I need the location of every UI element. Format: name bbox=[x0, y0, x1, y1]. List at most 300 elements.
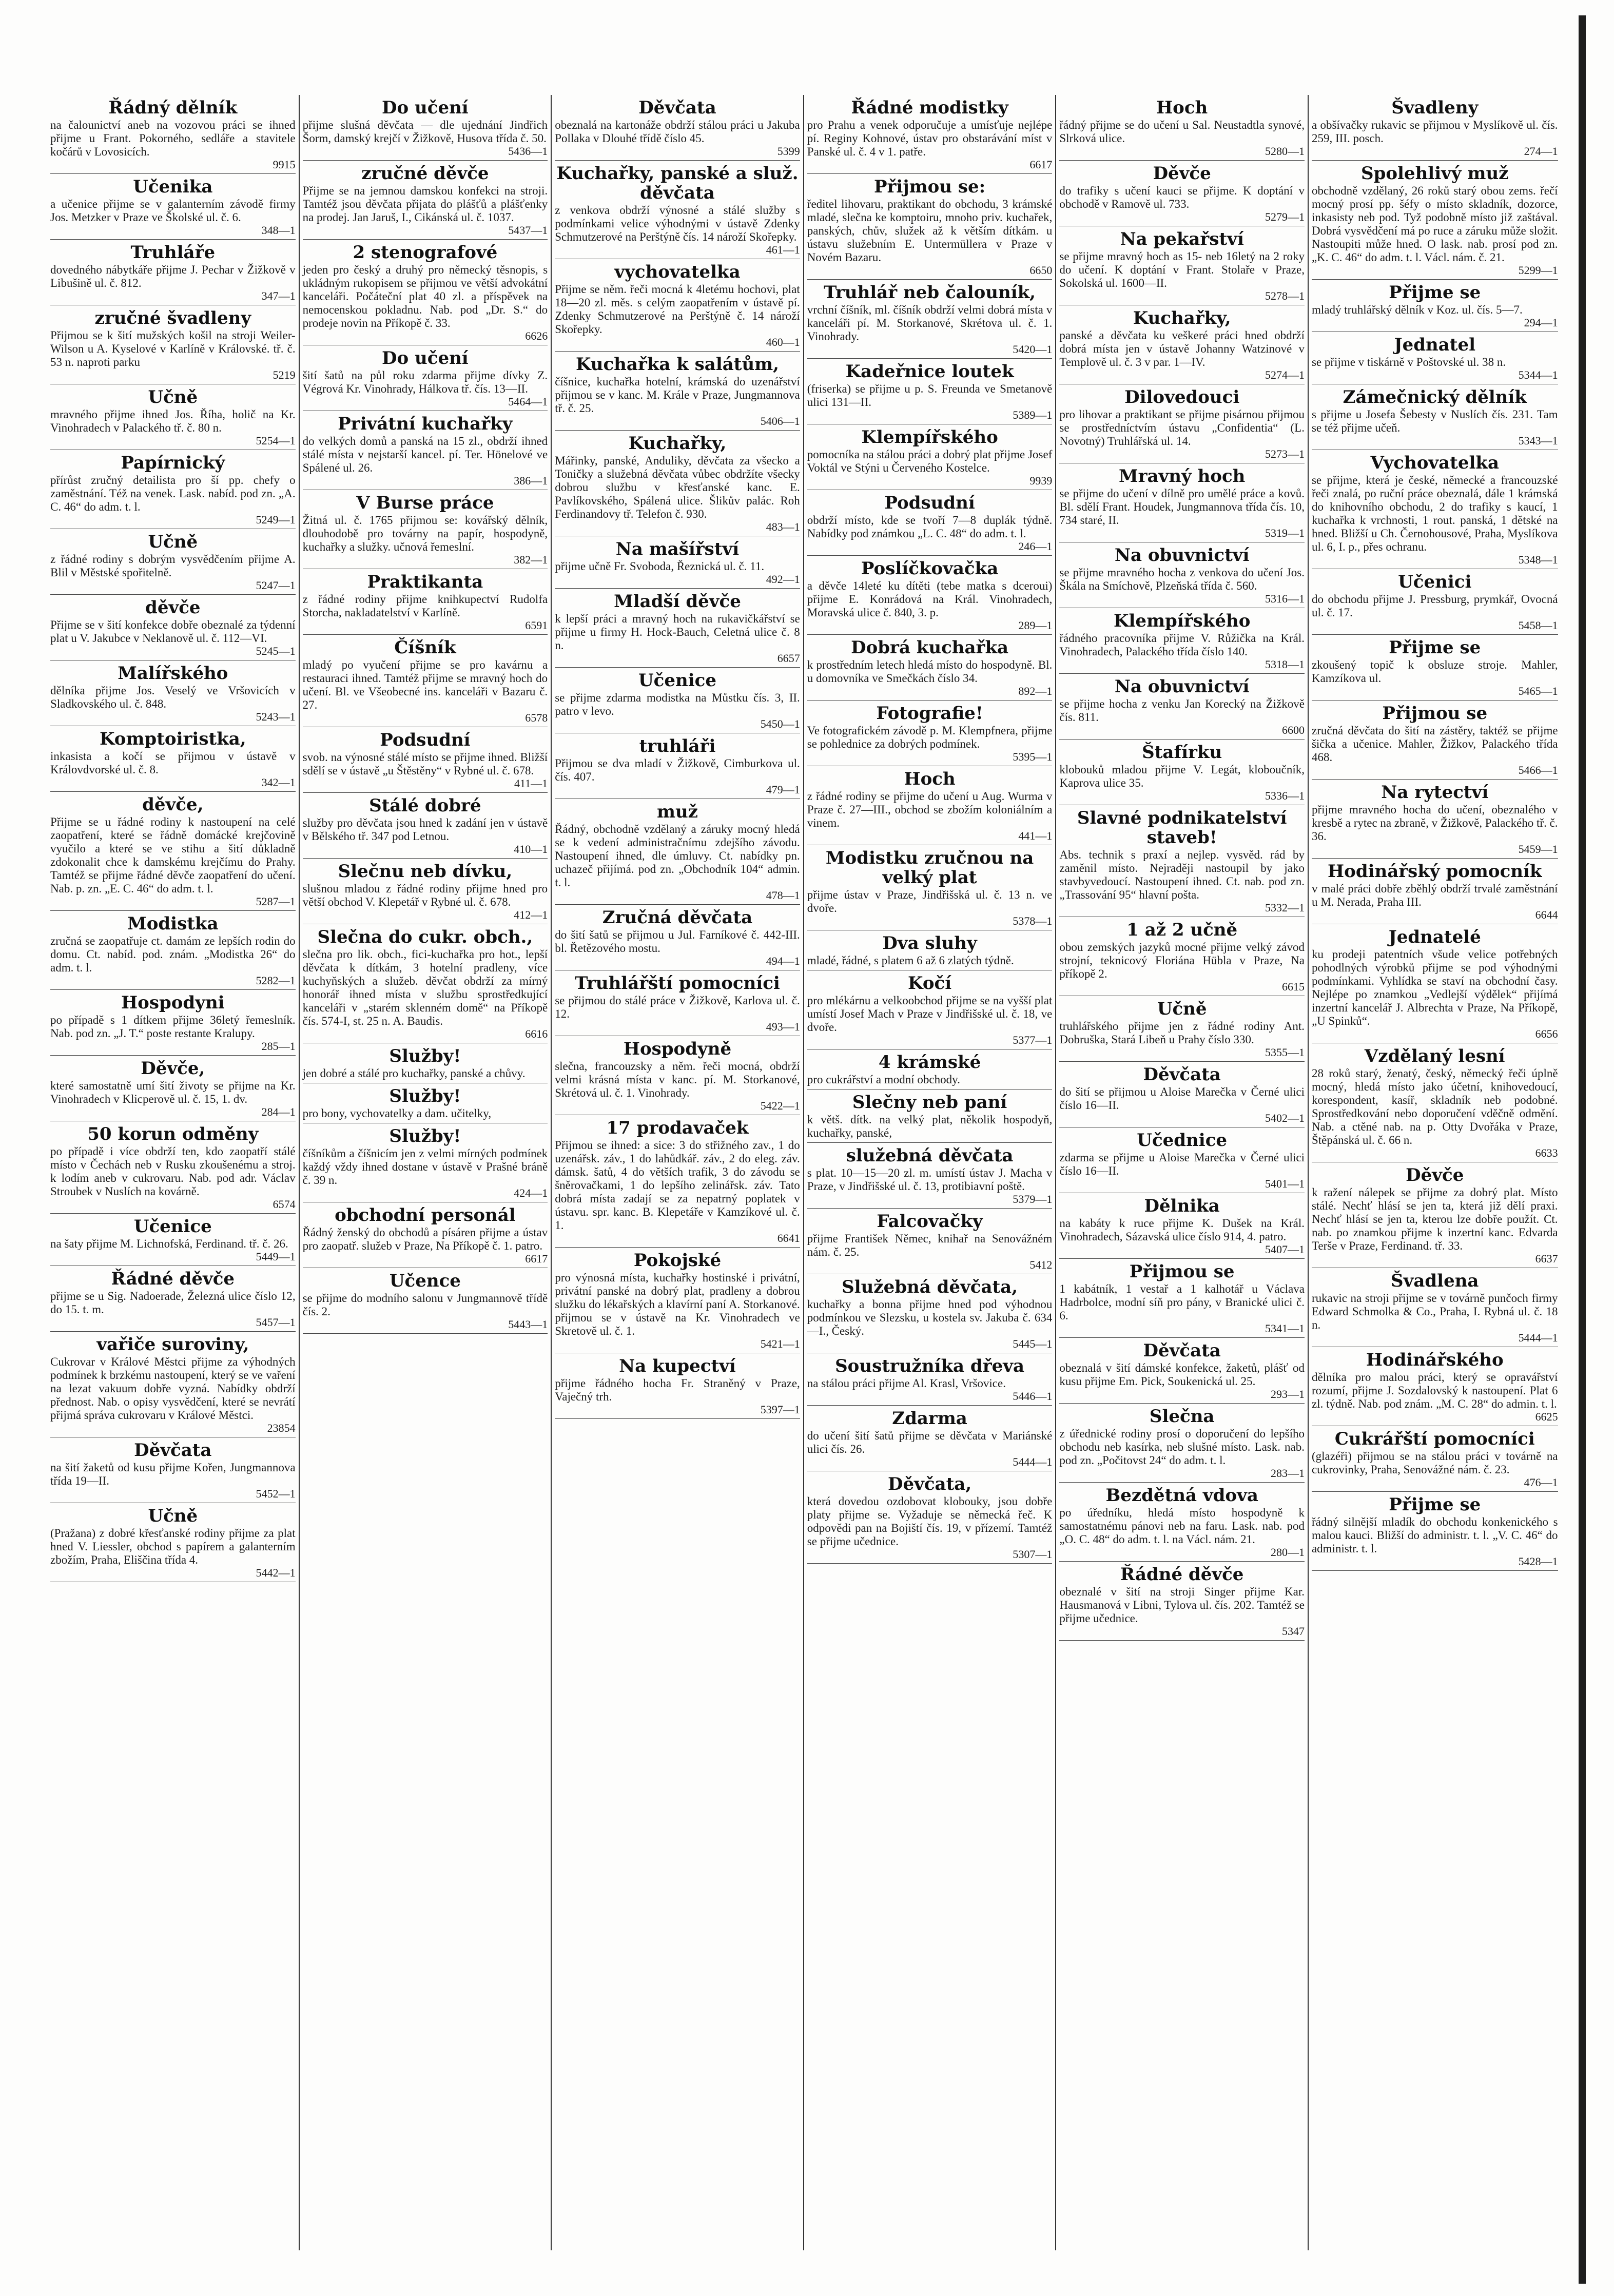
classified-ad bbox=[807, 1274, 1053, 1353]
ad-body: pro mlékárnu a velkoobchod přijme se na vyšší plat umístí Josef Mach v Praze v Jindřišské ul. č. 18, ve dvoře. bbox=[807, 994, 1053, 1034]
classified-ad bbox=[303, 490, 548, 569]
ad-heading: 50 korun odměny bbox=[87, 1124, 259, 1144]
ad-code: 5465—1 bbox=[1518, 685, 1558, 697]
ad-heading: Učenice bbox=[638, 670, 716, 691]
ad-heading: Dobrá kuchařka bbox=[851, 637, 1009, 658]
ad-body: která dovedou ozdobovat klobouky, jsou dobře platy přijme se. Vyžaduje se německá řeč. K odpovědi pan na Bojiští čís. 19, v přízemí. Tamtéž se přijme učednice. bbox=[807, 1495, 1053, 1548]
ad-heading: 2 stenografové bbox=[353, 242, 498, 263]
ad-body: slušnou mladou z řádné rodiny přijme hned pro větší obchod V. Klepetář v Rybné ul. č. 678. bbox=[302, 882, 548, 908]
classified-ad bbox=[807, 359, 1053, 424]
ad-code: 5379—1 bbox=[1013, 1193, 1053, 1205]
ad-heading: Učenika bbox=[133, 177, 213, 197]
ad-heading: služebná děvčata bbox=[846, 1145, 1014, 1166]
classified-ad bbox=[1059, 1483, 1305, 1562]
ad-body: kuchařky a bonna přijme hned pod výhodnou podmínkou ve Slezsku, u kostela sv. Jakuba č. 634—I., Český. bbox=[807, 1298, 1053, 1337]
ad-code: 6574 bbox=[273, 1198, 296, 1211]
ad-body: dělníka přijme Jos. Veselý ve Vršovicích v Sladkovského ul. č. 848. bbox=[50, 684, 296, 710]
ad-body: obeznalá v šití dámské konfekce, žaketů, plášť od kusu přijme Em. Pick, Soukenická ul. 25. bbox=[1059, 1361, 1305, 1388]
ad-heading: Zámečnický dělník bbox=[1343, 387, 1527, 407]
ad-heading: Děvčata bbox=[1143, 1064, 1221, 1085]
ad-heading: Slečna do cukr. obch., bbox=[317, 927, 533, 947]
ad-body: pomocníka na stálou práci a dobrý plat přijme Josef Voktál ve Stýni u Červeného Kostelce. bbox=[807, 448, 1053, 474]
classified-ad bbox=[50, 529, 296, 595]
ad-heading: Papírnický bbox=[121, 453, 225, 473]
ad-body: 1 kabátník, 1 vestař a 1 kalhotář u Václava Hadrbolce, modní síň pro pány, v Branické ulici č. 6. bbox=[1059, 1282, 1305, 1322]
ad-heading: Řádné děvče bbox=[111, 1269, 235, 1289]
ad-code: 411—1 bbox=[514, 777, 548, 790]
ad-body: k větš. dítk. na velký plat, několik hospodyň, kuchařky, panské, bbox=[807, 1113, 1053, 1139]
ad-body: (glazéři) přijmou se na stálou práci v továrně na cukrovinky, Praha, Senovážné nám. č. 23. bbox=[1311, 1450, 1558, 1476]
ad-heading: Pokojské bbox=[633, 1250, 722, 1271]
ad-heading: Služby! bbox=[389, 1126, 461, 1146]
ad-code: 5402—1 bbox=[1265, 1112, 1305, 1124]
ad-heading: muž bbox=[656, 802, 698, 822]
classified-ad bbox=[50, 1266, 296, 1332]
ad-code: 342—1 bbox=[261, 776, 296, 789]
ad-code: 5457—1 bbox=[256, 1316, 296, 1329]
ad-code: 280—1 bbox=[1270, 1546, 1305, 1559]
ad-code: 5249—1 bbox=[256, 513, 296, 526]
classified-ad bbox=[1059, 996, 1305, 1062]
ad-body: Řádný, obchodně vzdělaný a záruky mocný hledá se k vedení administračnímu zdejšího závodu. Nastoupení ihned, dle úmluvy. Ct. nabídky pn. uchazeč přijímá. pod zn. „Obchodník 104“ admin. t. l. bbox=[555, 823, 800, 889]
classified-ad bbox=[807, 1143, 1053, 1209]
ad-code: 5444—1 bbox=[1013, 1455, 1053, 1468]
classified-ad bbox=[1059, 1193, 1305, 1259]
ad-body: k ražení nálepek se přijme za dobrý plat. Místo stálé. Nechť hlásí se jen ta, která již dělí praxi. Nechť hlásí se jen ta, kterou lze dobře použít. Ct. nab. po znamkou přijme k inzertní kanc. Edvarda Terše v Praze, Ferdinand. tř. 33. bbox=[1311, 1186, 1558, 1252]
ad-heading: Na rytectví bbox=[1381, 782, 1489, 803]
ad-heading: Na mašířství bbox=[615, 539, 740, 559]
classified-ad bbox=[1059, 608, 1305, 674]
classified-ad bbox=[303, 1083, 548, 1123]
ad-body: Přijme se u řádné rodiny k nastoupení na celé zaopatření, které se řádně domácké krejčovině vyučilo a které se ve stihu a šití důkladně zdokonalit chce k damskému krejčímu do Prahy. Tamtéž se přijme řádné děvče zaopatření do učení. Nab. p. zn. „E. C. 46“ do adm. t. l. bbox=[50, 815, 296, 895]
ad-code: 6657 bbox=[777, 652, 800, 665]
ad-body: do obchodu přijme J. Pressburg, prymkář, Ovocná ul. č. 17. bbox=[1311, 593, 1558, 619]
ad-body: se přijme zdarma modistka na Můstku čís. 3, II. patro v levo. bbox=[555, 691, 800, 717]
ad-code: 5348—1 bbox=[1518, 553, 1558, 566]
ad-code: 5421—1 bbox=[760, 1337, 800, 1350]
ad-heading: 17 prodavaček bbox=[606, 1118, 749, 1138]
classified-ad bbox=[303, 240, 548, 345]
ad-body: a děvče 14leté ku dítěti (tebe matka s dceroui) přijme E. Konrádová na Král. Vinohradech, Moravská ulice č. 840, 3. p. bbox=[807, 579, 1053, 619]
ad-code: 5274—1 bbox=[1265, 368, 1305, 381]
ad-heading: Služebná děvčata, bbox=[842, 1277, 1018, 1297]
ad-heading: Poslíčkovačka bbox=[861, 558, 999, 579]
ad-heading: Učně bbox=[148, 1506, 198, 1526]
classified-ad bbox=[807, 424, 1053, 490]
ad-code: 5458—1 bbox=[1518, 619, 1558, 632]
ad-code: 6591 bbox=[525, 619, 548, 632]
ad-body: řádný silnější mladík do obchodu konkenického s malou kauci. Bližší do administr. t. l. „V. C. 46“ do administr. t. l. bbox=[1311, 1515, 1558, 1555]
ad-heading: Na obuvnictví bbox=[1114, 545, 1250, 566]
ad-code: 6626 bbox=[525, 329, 548, 342]
ad-body: obeznalé v šití na stroji Singer přijme Kar. Hausmanová v Libni, Tylova ul. čís. 202. Tamtéž se přijme učednice. bbox=[1059, 1585, 1305, 1625]
ad-body: Řádný ženský do obchodů a písáren přijme a ústav pro zaopatř. služeb v Praze, Na Příkopě č. 1. patro. bbox=[302, 1226, 548, 1252]
ad-code: 5401—1 bbox=[1265, 1177, 1305, 1190]
classified-ad bbox=[1059, 542, 1305, 608]
ad-heading: Kočí bbox=[908, 973, 952, 994]
ad-body: na šaty přijme M. Lichnofská, Ferdinand. tř. č. 26. bbox=[50, 1237, 288, 1250]
ad-heading: Děvčata bbox=[134, 1440, 212, 1461]
ad-heading: Přijme se bbox=[1389, 282, 1481, 303]
ad-heading: Učenici bbox=[1398, 572, 1472, 592]
ad-body: dělníka pro malou práci, který se opravářství rozumí, přijme J. Sozdalovský k nastoupení. Plat 6 zl. týdně. Nab. pod znám. „M. C. 28“ do admin. t. l. bbox=[1311, 1371, 1558, 1410]
ad-body: mladé, řádné, s platem 6 až 6 zlatých týdně. bbox=[807, 954, 1014, 967]
ad-code: 6625 bbox=[1535, 1410, 1558, 1423]
ad-heading: V Burse práce bbox=[356, 493, 494, 513]
ad-body: přijme se u Sig. Nadoerade, Železná ulice číslo 12, do 15. t. m. bbox=[50, 1290, 296, 1316]
classified-columns bbox=[47, 95, 1561, 2250]
ad-heading: Vzdělaný lesní bbox=[1364, 1046, 1505, 1066]
ad-body: číšnice, kuchařka hotelní, krámská do uzenářství přijmou se v kanc. M. Krále v Praze, Jungmannova tř. č. 25. bbox=[555, 375, 800, 415]
classified-ad bbox=[807, 930, 1053, 970]
ad-body: přijme řádného hocha Fr. Straněný v Praze, Vaječný trh. bbox=[555, 1377, 800, 1403]
ad-heading: 4 krámské bbox=[878, 1052, 981, 1073]
ad-heading: Kuchařka k salátům, bbox=[575, 354, 780, 375]
column-3 bbox=[552, 95, 804, 2250]
ad-code: 5466—1 bbox=[1518, 764, 1558, 776]
ad-heading: Truhlář neb čalouník, bbox=[824, 282, 1036, 303]
ad-code: 289—1 bbox=[1018, 619, 1053, 632]
classified-ad bbox=[555, 352, 800, 431]
classified-ad bbox=[1312, 1347, 1558, 1426]
ad-body: zručná se zaopatřuje ct. damám ze lepších rodin do domu. Ct. nabíd. pod. znám. „Modistka 26“ do adm. t. l. bbox=[50, 935, 296, 974]
ad-code: 492—1 bbox=[766, 573, 800, 586]
classified-ad bbox=[303, 727, 548, 793]
ad-body: z úřednické rodiny prosí o doporučení do lepšího obchodu neb kasírka, neb slušné místo. Lask. nab. pod zn. „Počitovst 24“ do adm. t. l. bbox=[1059, 1427, 1305, 1467]
ad-body: Cukrovar v Králové Městci přijme za výhodných podmínek k brzkému nastoupení, který se ve vaření na lezat vakuum dobře vyzná. Nabídky obdrží přednost. Nab. o opisy vysvědčení, které se nevrátí přijmá správa cukrovaru v Králové Městci. bbox=[50, 1355, 296, 1422]
classified-ad bbox=[1312, 332, 1558, 384]
ad-body: pro bony, vychovatelky a dam. učitelky, bbox=[302, 1107, 492, 1120]
ad-body: a obšívačky rukavic se přijmou v Myslíkově ul. čís. 259, III. posch. bbox=[1311, 119, 1558, 145]
classified-ad bbox=[50, 1214, 296, 1266]
ad-heading: Slečna bbox=[1149, 1406, 1215, 1427]
column-5 bbox=[1056, 95, 1309, 2250]
classified-ad bbox=[303, 635, 548, 727]
ad-body: po případě s 1 dítkem přijme 36letý řemeslník. Nab. pod zn. „J. T.“ poste restante Kralupy. bbox=[50, 1014, 296, 1040]
ad-heading: Hoch bbox=[1156, 98, 1208, 118]
ad-code: 5279—1 bbox=[1265, 210, 1305, 223]
classified-ad bbox=[1312, 161, 1558, 280]
ad-heading: obchodní personál bbox=[335, 1205, 516, 1225]
ad-code: 5452—1 bbox=[256, 1487, 296, 1500]
classified-ad bbox=[303, 1202, 548, 1268]
ad-body: panské a děvčata ku veškeré práci hned obdrží dobrá místa jen v ústavě Johanny Watzinové v Templově ul. č. 3 v par. 1—IV. bbox=[1059, 329, 1305, 368]
ad-heading: Na kupectví bbox=[619, 1356, 736, 1376]
classified-ad bbox=[50, 990, 296, 1056]
classified-ad bbox=[807, 174, 1053, 280]
ad-body: ku prodeji patentních všude velice potřebných pohodlných výrobků přijme se pod výhodnými podmínkami. Vyhlídka se staví na obchodní časy. Nejlépe po znamkou „Vedlejší výdělek“ přijímá inzertní kancelář J. Albrechta v Praze, Na Příkopě, „U Spinků“. bbox=[1311, 948, 1558, 1027]
ad-body: Ve fotografickém závodě p. M. Klempfnera, přijme se pohlednice za dobrých podmínek. bbox=[807, 724, 1053, 750]
ad-body: šití šatů na půl roku zdarma přijme dívky Z. Végrová Kr. Vinohrady, Hálkova tř. čís. 13—II. bbox=[302, 369, 548, 395]
classified-ad bbox=[807, 1406, 1053, 1471]
ad-code: 412—1 bbox=[514, 908, 548, 921]
classified-ad bbox=[1312, 1492, 1558, 1571]
classified-ad bbox=[1059, 917, 1305, 996]
ad-body: zkoušený topič k obsluze stroje. Mahler, Kamzíkova ul. bbox=[1311, 658, 1558, 685]
ad-body: obchodně vzdělaný, 26 roků starý obou zems. řečí mocný prosí pp. šéfy o místo skladník, dozorce, inkasisty neb pod. Tyž podobně místo již zaštával. Dobrá vysvědčení má po ruce a záruku může složit. Nastoupiti může hned. O lask. nab. prosí pod zn. „K. C. 46“ do adm. t. l. Václ. nám. č. 21. bbox=[1311, 184, 1558, 264]
ad-heading: Jednatel bbox=[1394, 335, 1476, 355]
classified-ad bbox=[1059, 740, 1305, 805]
classified-ad bbox=[1312, 1162, 1558, 1268]
classified-ad bbox=[1059, 1404, 1305, 1483]
ad-code: 293—1 bbox=[1270, 1388, 1305, 1400]
ad-heading: Služby! bbox=[389, 1046, 461, 1066]
ad-heading: Švadlena bbox=[1391, 1271, 1479, 1291]
ad-code: 23854 bbox=[267, 1422, 296, 1434]
classified-ad bbox=[303, 859, 548, 924]
ad-body: se přijmou do stálé práce v Žižkově, Karlova ul. č. 12. bbox=[555, 994, 800, 1020]
classified-ad bbox=[807, 1049, 1053, 1089]
ad-code: 6637 bbox=[1535, 1252, 1558, 1265]
ad-heading: Mladší děvče bbox=[614, 591, 741, 612]
classified-ad bbox=[807, 701, 1053, 766]
classified-ad bbox=[1312, 384, 1558, 450]
classified-ad bbox=[555, 1036, 800, 1115]
ad-heading: Kuchařky, panské a služ. děvčata bbox=[556, 163, 799, 203]
ad-body: (friserka) se přijme u p. S. Freunda ve Smetanově ulici 131—II. bbox=[807, 382, 1053, 408]
classified-ad bbox=[1059, 463, 1305, 542]
ad-body: Žitná ul. č. 1765 přijmou se: kovářský dělník, dlouhodobě pro továrny na papír, hospodyně, kuchařky a služky. učnová řemeslní. bbox=[302, 514, 548, 553]
ad-body: do šití šatů se přijmou u Jul. Farníkové č. 442-III. bl. Řetězového mostu. bbox=[555, 928, 800, 955]
ad-code: 386—1 bbox=[514, 474, 548, 487]
ad-code: 5420—1 bbox=[1013, 343, 1053, 356]
ad-code: 348—1 bbox=[261, 224, 296, 237]
ad-body: se přijme v tiskárně v Poštovské ul. 38 n. bbox=[1311, 356, 1506, 368]
ad-body: mladý truhlářský dělník v Koz. ul. čís. 5—7. bbox=[1311, 303, 1523, 316]
ad-heading: Řádné modistky bbox=[851, 98, 1008, 118]
ad-code: 5247—1 bbox=[256, 579, 296, 592]
ad-code: 246—1 bbox=[1018, 540, 1053, 553]
ad-heading: Děvčata bbox=[1143, 1340, 1221, 1361]
ad-body: pro Prahu a venek odporučuje a umísťuje nejlépe pí. Reginy Kohnové, ústav pro obstarávání míst v Panské ul. č. 4 v 1. patře. bbox=[807, 119, 1053, 158]
ad-code: 6615 bbox=[1281, 980, 1305, 993]
classified-ad bbox=[807, 845, 1053, 930]
ad-heading: Řádné děvče bbox=[1120, 1564, 1244, 1585]
ad-heading: Klempířského bbox=[861, 427, 998, 447]
classified-ad bbox=[50, 792, 296, 911]
ad-heading: Do učení bbox=[382, 98, 469, 118]
classified-ad bbox=[807, 556, 1053, 635]
ad-code: 5399 bbox=[777, 145, 800, 158]
classified-ad bbox=[807, 280, 1053, 359]
ad-heading: Hodinářský pomocník bbox=[1328, 861, 1542, 882]
classified-ad bbox=[303, 161, 548, 240]
classified-ad bbox=[555, 1115, 800, 1248]
ad-code: 5449—1 bbox=[256, 1250, 296, 1263]
ad-body: číšníkům a číšnicím jen z velmi mírných podmínek každý vždy ihned dostane v ústavě v Prašné bráně č. 39 n. bbox=[302, 1147, 548, 1186]
ad-code: 5299—1 bbox=[1518, 264, 1558, 277]
ad-body: přijme slušná děvčata — dle ujednání Jindřich Šorm, damský krejčí v Žižkově, Husova třída č. 50. bbox=[302, 119, 548, 145]
ad-body: slečna, francouzsky a něm. řeči mocná, obdrží velmi krásná místa v kanc. pí. M. Storkanové, Skrétová ul. č. 1. Vinohrady. bbox=[555, 1060, 800, 1099]
classified-ad bbox=[50, 1121, 296, 1214]
ad-heading: Na obuvnictví bbox=[1114, 676, 1250, 697]
classified-ad bbox=[1312, 280, 1558, 332]
ad-heading: vychovatelka bbox=[614, 262, 741, 282]
ad-code: 483—1 bbox=[766, 520, 800, 533]
ad-body: přírůst zručný detailista pro ší pp. chefy o zaměstnání. Též na venek. Lask. nabíd. pod zn. „A. C. 46“ do adm. t. l. bbox=[50, 474, 296, 513]
column-6 bbox=[1309, 95, 1561, 2250]
classified-ad bbox=[50, 305, 296, 384]
ad-heading: Služby! bbox=[389, 1086, 461, 1106]
ad-body: řádný přijme se do učení u Sal. Neustadtla synové, Slrková ulice. bbox=[1059, 119, 1305, 145]
ad-body: slečna pro lik. obch., fici-kuchařka pro hot., lepší děvčata k dítkám, 3 hotelní pradleny, více kuchyňských a služeb. děvčat obdrží za mírný honorář ihned místa v službu sprostředkující kanceláři v „starém sklenném domě“ na Příkopě čís. 574-I, st. 25 n. A. Baudis. bbox=[302, 948, 548, 1027]
ad-heading: Vychovatelka bbox=[1370, 453, 1499, 473]
ad-heading: Hoch bbox=[904, 769, 956, 789]
classified-ad bbox=[303, 793, 548, 859]
ad-heading: Číšník bbox=[394, 637, 456, 658]
ad-code: 5406—1 bbox=[760, 415, 800, 427]
ad-body: se přijme do modního salonu v Jungmannově třídě čís. 2. bbox=[302, 1292, 548, 1318]
ad-body: se přijme do učení v dílně pro umělé práce a kovů. Bl. sdělí Frant. Houdek, Jungmannova třída čís. 10, 734 staré, II. bbox=[1059, 487, 1305, 527]
classified-ad bbox=[555, 1353, 800, 1419]
ad-body: mravného přijme ihned Jos. Říha, holič na Kr. Vinohradech v Palackého tř. č. 80 n. bbox=[50, 408, 296, 434]
ad-body: Mářinky, panské, Anduliky, děvčata za všecko a Toničky a služebná děvčata vůbec obdržíte všecky dobrou službu v křesťanské kanc. E. Pavlíkovského, Spálená ulice. Šlikův palác. Roh Ferdinandovy tř. Telefon č. 930. bbox=[555, 454, 800, 520]
classified-ad bbox=[50, 660, 296, 726]
classified-ad bbox=[50, 1437, 296, 1503]
ad-code: 479—1 bbox=[766, 783, 800, 796]
classified-ad bbox=[555, 589, 800, 668]
ad-heading: zručné švadleny bbox=[94, 308, 251, 328]
ad-heading: Učence bbox=[389, 1271, 461, 1291]
ad-code: 274—1 bbox=[1524, 145, 1558, 158]
ad-heading: Falcovačky bbox=[877, 1211, 983, 1232]
ad-code: 494—1 bbox=[766, 955, 800, 967]
ad-code: 9915 bbox=[273, 158, 296, 171]
page-edge-rule bbox=[1579, 15, 1586, 2284]
ad-heading: Děvče bbox=[1406, 1165, 1464, 1185]
ad-body: rukavic na stroji přijme se v továrně punčoch firmy Edward Schmolka & Co., Praha, I. Rybná ul. č. 18 n. bbox=[1311, 1292, 1558, 1331]
ad-body: s přijme u Josefa Šebesty v Nuslích čís. 231. Tam se též přijme učeň. bbox=[1311, 408, 1558, 434]
ad-heading: Podsudní bbox=[380, 730, 471, 750]
ad-heading: Slečnu neb dívku, bbox=[338, 861, 513, 882]
ad-code: 5395—1 bbox=[1013, 750, 1053, 763]
ad-body: zručná děvčata do šití na zástěry, taktéž se přijme šička a učenice. Mahler, Žižkov, Palackého třída 468. bbox=[1311, 724, 1558, 764]
ad-code: 5344—1 bbox=[1518, 368, 1558, 381]
ad-code: 5347 bbox=[1281, 1625, 1305, 1638]
ad-heading: Hospodyně bbox=[623, 1039, 732, 1059]
classified-ad bbox=[1059, 1127, 1305, 1193]
ad-heading: Učně bbox=[148, 387, 198, 407]
column-2 bbox=[300, 95, 552, 2250]
classified-ad bbox=[303, 1043, 548, 1083]
ad-code: 478—1 bbox=[766, 889, 800, 902]
classified-ad bbox=[1059, 161, 1305, 226]
ad-body: pro výnosná místa, kuchařky hostinské i privátní, privátní panské na dobrý plat, pradleny a dobrou služku do lékařských a klavírní paní A. Storkanové. přijmou se v ústavě na Kr. Vinohradech ve Skretově ul. č. 1. bbox=[555, 1271, 800, 1337]
ad-body: z řádné rodiny s dobrým vysvědčením přijme A. Blil v Městské spořitelně. bbox=[50, 553, 296, 579]
ad-heading: Soustružníka dřeva bbox=[835, 1356, 1025, 1376]
ad-body: v malé práci dobře zběhlý obdrží trvalé zaměstnání u M. Nerada, Praha III. bbox=[1311, 882, 1558, 908]
ad-heading: Učenice bbox=[133, 1216, 212, 1237]
classified-ad bbox=[1059, 384, 1305, 463]
ad-body: a učenice přijme se v galanterním závodě firmy Jos. Metzker v Praze ve Školské ul. č. 6. bbox=[50, 198, 296, 224]
classified-ad bbox=[50, 1056, 296, 1121]
ad-code: 5459—1 bbox=[1518, 843, 1558, 855]
ad-body: pro lihovar a praktikant se přijme pisárnou přijmou se prostředníctvím ústavu „Confidentia“ (L. Novotný) Truhlářská ul. 14. bbox=[1059, 408, 1305, 447]
ad-code: 6578 bbox=[525, 711, 548, 724]
ad-heading: Slečny neb paní bbox=[852, 1092, 1007, 1113]
ad-body: se přijme, která je české, německé a francouzské řeči znalá, po ruční práce obeznalá, dále 1 krámská do knihovního obchodu, 2 do trafiky s kaucí, 1 kuchařka k vrchnosti, 1 rout. panská, 1 dětské na hned. Bližší u Ch. Černohousové, Praha, Myslíkova ul. 6, I. p., přes ochranu. bbox=[1311, 474, 1558, 553]
ad-code: 460—1 bbox=[766, 336, 800, 348]
ad-code: 5254—1 bbox=[256, 434, 296, 447]
classified-ad bbox=[555, 970, 800, 1036]
classified-ad bbox=[555, 161, 800, 259]
ad-code: 6616 bbox=[525, 1027, 548, 1040]
ad-heading: Přijme se bbox=[1389, 637, 1481, 658]
ad-body: z řádné rodiny se přijme do učení u Aug. Wurma v Praze č. 27—III., obchod se zbožím koloniálním a vinem. bbox=[807, 790, 1053, 829]
ad-code: 6633 bbox=[1535, 1146, 1558, 1159]
ad-body: do velkých domů a panská na 15 zl., obdrží ihned stálé místa v nejstarší kancel. pí. Ter. Hönelové ve Spálené ul. 26. bbox=[302, 435, 548, 474]
ad-code: 5446—1 bbox=[1013, 1390, 1053, 1403]
ad-code: 5437—1 bbox=[508, 224, 548, 237]
ad-body: svob. na výnosné stálé místo se přijme ihned. Bližší sdělí se v ústavě „u Štěstěny“ v Rybné ul. č. 678. bbox=[302, 751, 548, 777]
ad-code: 892—1 bbox=[1018, 685, 1053, 697]
ad-heading: Komptoiristka, bbox=[99, 729, 246, 749]
ad-body: z venkova obdrží výnosné a stálé služby s podmínkami velice výhodnými v ústavě Zdenky Schmutzerové na Perštýně čís. 14 nároží Skořepky. bbox=[555, 204, 800, 243]
ad-heading: Přijme se bbox=[1389, 1494, 1481, 1515]
ad-code: 5245—1 bbox=[256, 645, 296, 657]
classified-ad bbox=[1059, 674, 1305, 740]
ad-body: s plat. 10—15—20 zl. m. umístí ústav J. Macha v Praze, v Jindřišské ul. č. 13, protibiavní poště. bbox=[807, 1166, 1053, 1193]
ad-body: přijme ústav v Praze, Jindřišská ul. č. 13 n. ve dvoře. bbox=[807, 888, 1053, 914]
classified-ad bbox=[1312, 1268, 1558, 1347]
classified-ad bbox=[555, 95, 800, 161]
ad-code: 5319—1 bbox=[1265, 527, 1305, 539]
ad-body: k lepší práci a mravný hoch na rukavičkářství se přijme u firmy H. Hock-Bauch, Celetná ulice č. 8 n. bbox=[555, 612, 800, 652]
ad-body: přijme František Němec, knihař na Senovážném nám. č. 25. bbox=[807, 1232, 1053, 1258]
classified-ad bbox=[1312, 859, 1558, 924]
ad-body: Přijmou se k šití mužských košil na stroji Weiler-Wilson u A. Kyselové v Karlíně v Královské. tř. č. 53 n. naproti parku bbox=[50, 329, 296, 368]
ad-code: 9939 bbox=[1029, 474, 1053, 487]
ad-heading: Do učení bbox=[382, 348, 469, 368]
classified-ad bbox=[303, 1268, 548, 1334]
ad-heading: Švadleny bbox=[1391, 98, 1479, 118]
ad-heading: děvče, bbox=[142, 794, 204, 815]
classified-ad bbox=[807, 95, 1053, 174]
ad-code: 424—1 bbox=[514, 1186, 548, 1199]
ad-code: 5443—1 bbox=[508, 1318, 548, 1331]
ad-code: 5307—1 bbox=[1013, 1548, 1053, 1561]
ad-code: 5355—1 bbox=[1265, 1046, 1305, 1059]
ad-heading: Slavné podnikatelství staveb! bbox=[1077, 808, 1287, 848]
classified-ad bbox=[1312, 569, 1558, 635]
ad-body: Přijmou se dva mladí v Žižkově, Cimburkova ul. čís. 407. bbox=[555, 757, 800, 783]
classified-ad bbox=[1059, 1562, 1305, 1641]
ad-body: Přijme se na jemnou damskou konfekci na stroji. Tamtéž jsou děvčata přijata do plášťů a plášťenky na prodej. Jan Jaruš, I., Cikánská ul. č. 1037. bbox=[302, 184, 548, 224]
ad-body: které samostatně umí šití životy se přijme na Kr. Vinohradech v Klicperově ul. č. 15, 1. dv. bbox=[50, 1079, 296, 1105]
ad-heading: Učednice bbox=[1137, 1130, 1228, 1151]
ad-body: řádného pracovníka přijme V. Růžička na Král. Vinohradech, Palackého třída číslo 140. bbox=[1059, 632, 1305, 658]
classified-ad bbox=[303, 411, 548, 490]
ad-body: z řádné rodiny přijme knihkupectví Rudolfa Storcha, nakladatelství v Karlíně. bbox=[302, 593, 548, 619]
ad-body: jen dobré a stálé pro kuchařky, panské a chůvy. bbox=[302, 1067, 526, 1080]
classified-ad bbox=[555, 431, 800, 536]
ad-heading: Jednatelé bbox=[1388, 927, 1481, 947]
ad-body: na kabáty k ruce přijme K. Dušek na Král. Vinohradech, Sázavská ulice číslo 914, 4. patro. bbox=[1059, 1217, 1305, 1243]
ad-heading: Praktikanta bbox=[367, 572, 483, 592]
ad-code: 410—1 bbox=[514, 843, 548, 855]
ad-body: se přijme mravného hocha z venkova do učení Jos. Škála na Smíchově, Plzeňská třída č. 560. bbox=[1059, 566, 1305, 592]
classified-ad bbox=[807, 1089, 1053, 1143]
ad-code: 5428—1 bbox=[1518, 1555, 1558, 1568]
ad-code: 347—1 bbox=[261, 289, 296, 302]
ad-heading: zručné děvče bbox=[361, 163, 489, 184]
ad-code: 5397—1 bbox=[760, 1403, 800, 1416]
ad-code: 5412 bbox=[1029, 1258, 1053, 1271]
classified-ad bbox=[1312, 450, 1558, 569]
ad-code: 5445—1 bbox=[1013, 1337, 1053, 1350]
ad-heading: Mravný hoch bbox=[1118, 466, 1246, 487]
ad-body: obeznalá na kartonáže obdrží stálou práci u Jakuba Pollaka v Dlouhé třídě číslo 45. bbox=[555, 119, 800, 145]
